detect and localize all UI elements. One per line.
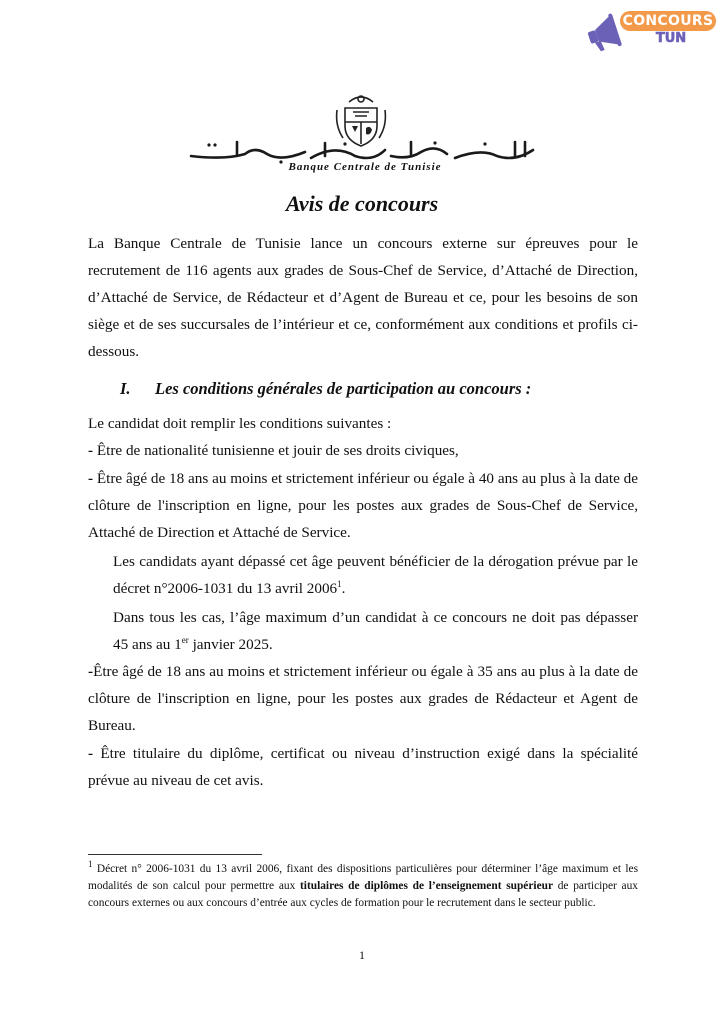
condition-diploma-text: Être titulaire du diplôme, certificat ou niveau d’instruction exigé dans la spécialité prévue au niveau de cet avis. (88, 745, 638, 789)
max-age-date: janvier 2025. (188, 636, 273, 653)
condition-nationality (88, 437, 638, 464)
footnote-ref: 1 (337, 578, 342, 589)
watermark-line1: CONCOURS (620, 11, 716, 31)
page-number: 1 (359, 948, 365, 962)
max-age-text: Dans tous les cas, l’âge maximum d’un candidat à ce concours ne doit pas dépasser 45 ans au 1 (113, 609, 638, 653)
derogation-note (113, 548, 638, 602)
condition-age-35-text: Être âgé de 18 ans au moins et strictement inférieur ou égale à 35 ans au plus à la date de clôture de l'inscription en ligne, pour les postes aux grades de Rédacteur et Agent de Bureau. (88, 663, 638, 734)
conditions-lead: Le candidat doit remplir les conditions suivantes : (88, 415, 392, 432)
page-title: Avis de concours (285, 191, 439, 216)
section-heading (120, 379, 531, 399)
footnote-text-a: Décret n° 2006-1031 du 13 avril 2006, fixant des dispositions particulières pour déterminer l’âge maximum et les modalités de son calcul pour permettre aux (88, 863, 638, 892)
bullet-dash: - (88, 745, 94, 762)
footnote-divider (88, 854, 262, 855)
derogation-text: Les candidats ayant dépassé cet âge peuvent bénéficier de la dérogation prévue par le décret n°2006-1031 du 13 avril 2006 (113, 553, 638, 597)
concours-tun-watermark (582, 6, 722, 56)
section-number: I. (120, 379, 131, 398)
watermark-line2: TUN (655, 31, 687, 46)
footnote-mark: 1 (88, 859, 93, 870)
intro-paragraph: La Banque Centrale de Tunisie lance un concours externe sur épreuves pour le recrutement de 116 agents aux grades de Sous-Chef de Service, d’Attaché de Direction, d’Attaché de Service, de Rédacteur et d’Agent de Bureau et ce, pour les besoins de son siège et de ses succursales de l’intérieur et ce, conformément aux conditions et profils ci-dessous. (88, 235, 638, 360)
condition-age-40-text: Être âgé de 18 ans au moins et strictement inférieur ou égale à 40 ans au plus à la date de clôture de l'inscription en ligne, pour les postes aux grades de Sous-Chef de Service, Attaché de Direction et Attaché de Service. (88, 470, 638, 541)
ordinal-sup: er (181, 634, 189, 645)
bullet-dash: - (88, 442, 94, 459)
bullet-dash: - (88, 470, 94, 487)
section-title: Les conditions générales de participation au concours : (155, 379, 532, 398)
bullet-dash: - (88, 663, 94, 680)
footnote-bold: titulaires de diplômes de l’enseignement supérieur (299, 880, 554, 892)
max-age-note (113, 604, 638, 658)
footnote (88, 861, 638, 912)
condition-diploma (88, 740, 638, 794)
condition-age-35 (88, 658, 638, 739)
derogation-end: . (341, 580, 346, 597)
footnote-text-b: de participer aux concours externes ou aux concours d’entrée aux cycles de formation pour le recrutement dans le secteur public. (88, 880, 638, 909)
condition-nationality-text: Être de nationalité tunisienne et jouir de ses droits civiques, (93, 442, 459, 459)
bank-latin-name: Banque Centrale de Tunisie (288, 161, 442, 173)
condition-age-40 (88, 465, 638, 546)
